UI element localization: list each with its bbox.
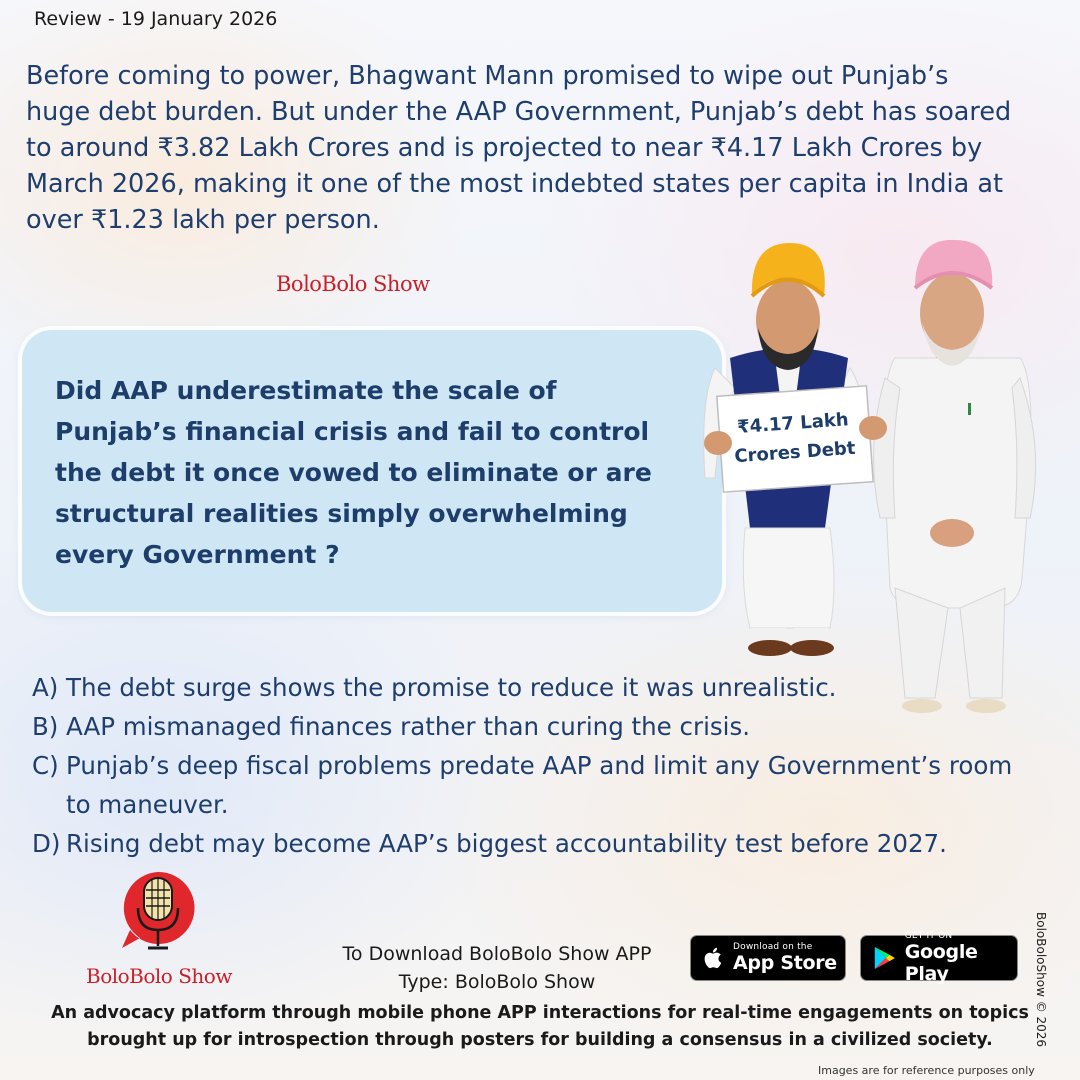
download-instructions xyxy=(322,940,672,996)
option-letter: C) xyxy=(32,751,59,780)
download-line-1: To Download BoloBolo Show APP xyxy=(342,943,652,965)
disclaimer: Images are for reference purposes only xyxy=(818,1064,1035,1077)
google-play-button[interactable] xyxy=(860,931,1018,985)
google-play-label: Google Play xyxy=(904,941,978,985)
app-store-label: App Store xyxy=(733,952,837,974)
google-play-icon xyxy=(873,944,897,972)
app-store-button[interactable] xyxy=(690,935,846,981)
app-store-small-label: Download on the xyxy=(733,942,813,952)
placard-line-2: Crores Debt xyxy=(733,437,857,468)
option-c[interactable] xyxy=(32,746,1042,824)
poll-options xyxy=(32,668,1042,863)
copyright-notice: BoloBoloShow © 2026 xyxy=(1034,912,1048,1048)
microphone-logo-icon xyxy=(118,868,198,964)
apple-icon xyxy=(703,945,725,971)
option-text: Punjab’s deep fiscal problems predate AAP and limit any Government’s room to maneuver. xyxy=(66,751,1013,819)
right-figure xyxy=(874,240,1036,713)
option-text: Rising debt may become AAP’s biggest accountability test before 2027. xyxy=(66,829,947,858)
download-line-2: Type: BoloBolo Show xyxy=(398,971,596,993)
placard-line-1: ₹4.17 Lakh xyxy=(736,409,850,438)
option-d[interactable] xyxy=(32,824,1042,863)
option-letter: A) xyxy=(32,673,59,702)
tagline: An advocacy platform through mobile phone APP interactions for real-time engagements on topics brought up for introspection through posters for building a consensus in a civilized society. xyxy=(51,1003,1029,1050)
option-b[interactable] xyxy=(32,707,1042,746)
review-date: Review - 19 January 2026 xyxy=(34,8,278,30)
intro-paragraph: Before coming to power, Bhagwant Mann promised to wipe out Punjab’s huge debt burden. But under the AAP Government, Punjab’s debt has soared to around ₹3.82 Lakh Crores and is projected to near ₹4.17 Lakh Crores by March 2026, making it one of the most indebted states per capita in India at over ₹1.23 lakh per person. xyxy=(26,61,1012,235)
option-letter: D) xyxy=(32,829,61,858)
option-text: The debt surge shows the promise to reduce it was unrealistic. xyxy=(66,673,837,702)
left-figure xyxy=(704,243,887,656)
brand-watermark: BoloBolo Show xyxy=(276,272,430,296)
google-play-small-label: GET IT ON xyxy=(904,931,953,941)
option-letter: B) xyxy=(32,712,59,741)
poll-question: Did AAP underestimate the scale of Punjab’s financial crisis and fail to control the debt it once vowed to eliminate or are structural realities simply overwhelming every Government ? xyxy=(55,376,652,569)
option-a[interactable] xyxy=(32,668,1042,707)
option-text: AAP mismanaged finances rather than curing the crisis. xyxy=(66,712,751,741)
brand-logo-text: BoloBolo Show xyxy=(86,964,232,988)
politicians-illustration xyxy=(690,228,1050,728)
